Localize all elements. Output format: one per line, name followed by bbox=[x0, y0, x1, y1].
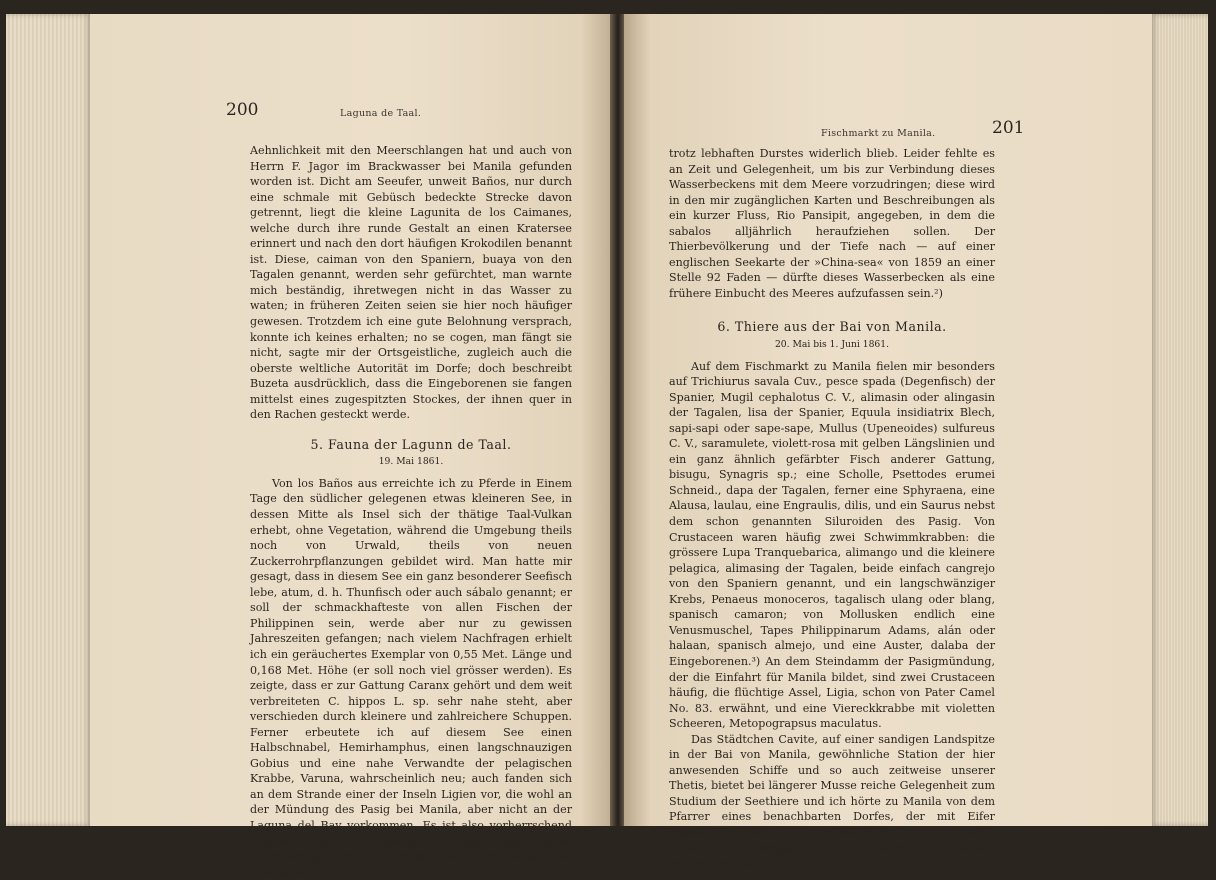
right-page-body bbox=[669, 146, 995, 872]
left-running-head: Laguna de Taal. bbox=[340, 108, 422, 119]
right-page bbox=[624, 14, 1152, 871]
paragraph-continuation: trotz lebhaften Durstes widerlich blieb. Leider fehlte es an Zeit und Gelegenheit, um bis zur Verbindung dieses Wasserbeckens mit dem Meere vorzudringen; diese wird in den mir zugänglichen Karten und Beschreibungen als ein kurzer Fluss, Rio Pansipit, angegeben, in dem die sabalos alljährlich heraufziehen sollen. Der Thierbevölkerung und der Tiefe nach — auf einer englischen Seekarte der »China-sea« von 1859 an einer Stelle 92 Faden — dürfte dieses Wasserbecken als eine frühere Einbucht des Meeres aufzufassen sein.²) bbox=[669, 147, 995, 300]
left-page-header bbox=[90, 100, 612, 130]
section-title-6: 6. Thiere aus der Bai von Manila. bbox=[717, 319, 947, 335]
paragraph-cavite: Das Städtchen Cavite, auf einer sandigen Landspitze in der Bai von Manila, gewöhnliche Station der hier anwesenden Schiffe und so auch zeitweise unserer Thetis, bietet bei längerer Musse reiche Gelegenheit zum Studium der Seethiere und ich hörte zu Manila von dem Pfarrer eines benachbarten Dorfes, der mit Eifer dasselbe betreibe. Leider erlaubte mir die bedenkliche Ermattung und Abspannung, welche mich in dem heissen Manila nach der bbox=[669, 732, 995, 871]
right-page-number: 201 bbox=[992, 118, 1025, 138]
section-date-6: 20. Mai bis 1. Juni 1861. bbox=[774, 339, 890, 351]
section-date-5: 19. Mai 1861. bbox=[378, 456, 444, 468]
paragraph-fauna: Von los Baños aus erreichte ich zu Pferde in Einem Tage den südlicher gelegenen etwas kleineren See, in dessen Mitte als Insel sich der thätige Taal-Vulkan erhebt, ohne Vegetation, während die Umgebung theils noch von Urwald, theils von neuen Zuckerrohrpflanzungen gebildet wird. Man hatte mir gesagt, dass in diesem See ein ganz besonderer Seefisch lebe, atum, d. h. Thunfisch oder auch sábalo genannt; er soll der schmackhafteste von allen Fischen der Philippinen sein, werde aber nur zu gewissen Jahreszeiten gefangen; nach vielem Nachfragen erhielt ich ein geräuchertes Exemplar von 0,55 Met. Länge und 0,168 Met. Höhe (er soll noch viel grösser werden). Es zeigte, dass er zur Gattung Caranx gehört und dem weit verbreiteten C. hippos L. sp. sehr nahe steht, aber verschieden durch kleinere und zahlreichere Schuppen. Ferner erbeutete ich auf diesem See einen Halbschnabel, Hemirhamphus, einen langschnauzigen Gobius und eine nahe Verwandte der pelagischen Krabbe, Varuna, wahrscheinlich neu; auch fanden sich an dem Strande einer der Inseln Ligien vor, die wohl an der Mündung des Pasig bei Manila, aber nicht an der Laguna del Bay vorkommen. Es ist also vorherrschend eine Meerfauna; ich kostete das Wasser und fand es stark salzig, noch bitterer als reines Meerwasser, so dass es mir bbox=[250, 476, 572, 879]
paragraph-intro: Aehnlichkeit mit den Meerschlangen hat und auch von Herrn F. Jagor im Brackwasser bei Manila gefunden worden ist. Dicht am Seeufer, unweit Baños, nur durch eine schmale mit Gebüsch bedeckte Strecke davon getrennt, liegt die kleine Lagunita de los Caimanes, welche durch ihre runde Gestalt an einen Kratersee erinnert und nach den dort häufigen Krokodilen benannt ist. Diese, caiman von den Spaniern, buaya von den Tagalen genannt, werden sehr gefürchtet, man warnte mich beständig, ihretwegen nicht in das Wasser zu waten; in früheren Zeiten seien sie hier noch häufiger gewesen. Trotzdem ich eine gute Belohnung versprach, konnte ich keines erhalten; no se cogen, man fängt sie nicht, sagte mir der Ortsgeistliche, zugleich auch die oberste weltliche Autorität im Dorfe; doch beschreibt Buzeta ausdrücklich, dass die Eingeborenen sie fangen mittelst eines zugespitzten Stockes, der ihnen quer in den Rachen gesteckt werde. bbox=[250, 144, 572, 422]
left-page-number: 200 bbox=[226, 100, 259, 120]
left-page bbox=[90, 14, 612, 879]
right-page-header bbox=[624, 100, 1152, 139]
right-page-stack bbox=[1150, 14, 1208, 826]
section-title-5: 5. Fauna der Lagunn de Taal. bbox=[310, 436, 512, 452]
left-page-stack bbox=[6, 14, 92, 826]
paragraph-fish-market: Auf dem Fischmarkt zu Manila fielen mir besonders auf Trichiurus savala Cuv., pesce spada (Degenfisch) der Spanier, Mugil cephalotus C. V., alimasin oder alingasin der Tagalen, lisa der Spanier, Equula insidiatrix Blech, sapi-sapi oder sape-sape, Mullus (Upeneoides) sulfureus C. V., saramulete, violett-rosa mit gelben Längslinien und ein ganz ähnlich gefärbter Fisch anderer Gattung, bisugu, Synagris sp.; eine Scholle, Psettodes erumei Schneid., dapa der Tagalen, ferner eine Sphyraena, eine Alausa, laulau, eine Engraulis, dilis, und ein Saurus nebst dem schon genannten Siluroiden des Pasig. Von Crustaceen waren häufig zwei Schwimmkrabben: die grössere Lupa Tranquebarica, alimango und die kleinere pelagica, alimasing der Tagalen, beide einfach cangrejo von den Spaniern genannt, und ein langschwänziger Krebs, Penaeus monoceros, tagalisch ulang oder blang, spanisch camaron; von Mollusken endlich eine Venusmuschel, Tapes Philippinarum Adams, alán oder halaan, spanisch almejo, und eine Auster, dalaba der Eingeborenen.³) An dem Steindamm der Pasigmündung, der die Einfahrt für Manila bildet, sind zwei Crustaceen häufig, die flüchtige Assel, Ligia, schon von Pater Camel No. 83. erwähnt, und eine Viereckkrabbe mit violetten Scheeren, Metopograpsus maculatus. bbox=[669, 359, 995, 731]
right-running-head: Fischmarkt zu Manila. bbox=[821, 128, 936, 139]
left-page-body bbox=[250, 143, 572, 880]
